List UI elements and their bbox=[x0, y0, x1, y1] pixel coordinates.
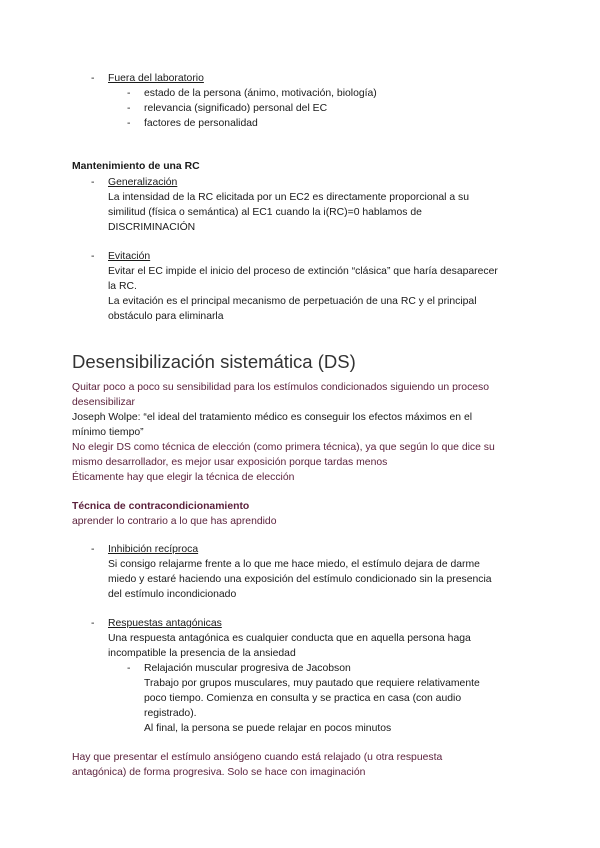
paragraph-line: miedo y estaré haciendo una exposición del estímulo condicionado sin la presencia bbox=[108, 574, 492, 585]
respuestas-title: Respuestas antagónicas bbox=[108, 618, 222, 629]
paragraph-line: Una respuesta antagónica es cualquier conducta que en aquella persona haga bbox=[108, 633, 471, 644]
tecnica-heading: Técnica de contracondicionamiento bbox=[72, 501, 250, 512]
paragraph-line: Quitar poco a poco su sensibilidad para los estímulos condicionados siguiendo un proceso bbox=[72, 382, 490, 393]
paragraph-line: desensibilizar bbox=[72, 397, 135, 408]
paragraph-line: Si consigo relajarme frente a lo que me hace miedo, el estímulo dejara de darme bbox=[108, 559, 480, 570]
bullet-dash: - bbox=[127, 118, 131, 129]
mantenimiento-heading: Mantenimiento de una RC bbox=[72, 161, 200, 172]
paragraph-line: antagónica) de forma progresiva. Solo se hace con imaginación bbox=[72, 767, 366, 778]
bullet-dash: - bbox=[91, 544, 95, 555]
list-item: factores de personalidad bbox=[144, 118, 258, 129]
bullet-dash: - bbox=[127, 88, 131, 99]
paragraph-line: poco tiempo. Comienza en consulta y se practica en casa (con audio bbox=[144, 693, 462, 704]
paragraph-line: Joseph Wolpe: “el ideal del tratamiento médico es conseguir los efectos máximos en el bbox=[72, 412, 473, 423]
paragraph-line: registrado). bbox=[144, 708, 197, 719]
paragraph-line: obstáculo para eliminarla bbox=[108, 311, 224, 322]
bullet-dash: - bbox=[91, 177, 95, 188]
bullet-dash: - bbox=[127, 103, 131, 114]
jacobson-title: Relajación muscular progresiva de Jacobson bbox=[144, 663, 351, 674]
paragraph-line: DISCRIMINACIÓN bbox=[108, 222, 196, 233]
tecnica-subtitle: aprender lo contrario a lo que has aprendido bbox=[72, 516, 277, 527]
list-item: estado de la persona (ánimo, motivación, biología) bbox=[144, 88, 377, 99]
paragraph-line: No elegir DS como técnica de elección (como primera técnica), ya que según lo que dice su bbox=[72, 442, 495, 453]
paragraph-line: del estímulo incondicionado bbox=[108, 589, 237, 600]
paragraph-line: incompatible la presencia de la ansiedad bbox=[108, 648, 296, 659]
inhibicion-title: Inhibición recíproca bbox=[108, 544, 199, 555]
fuera-title: Fuera del laboratorio bbox=[108, 73, 204, 84]
paragraph-line: la RC. bbox=[108, 281, 137, 292]
paragraph-line: mínimo tiempo” bbox=[72, 427, 144, 438]
paragraph-line: Al final, la persona se puede relajar en pocos minutos bbox=[144, 723, 392, 734]
bullet-dash: - bbox=[91, 251, 95, 262]
list-item: relevancia (significado) personal del EC bbox=[144, 103, 328, 114]
paragraph-line: Trabajo por grupos musculares, muy pautado que requiere relativamente bbox=[144, 678, 480, 689]
paragraph-line: La evitación es el principal mecanismo de perpetuación de una RC y el principal bbox=[108, 296, 477, 307]
paragraph-line: La intensidad de la RC elicitada por un EC2 es directamente proporcional a su bbox=[108, 192, 469, 203]
paragraph-line: Éticamente hay que elegir la técnica de elección bbox=[72, 472, 295, 483]
paragraph-line: similitud (física o semántica) al EC1 cuando la i(RC)=0 hablamos de bbox=[108, 207, 422, 218]
evitacion-title: Evitación bbox=[108, 251, 151, 262]
ds-title: Desensibilización sistemática (DS) bbox=[72, 351, 356, 372]
bullet-dash: - bbox=[91, 73, 95, 84]
paragraph-line: Evitar el EC impide el inicio del proceso de extinción “clásica” que haría desaparecer bbox=[108, 266, 498, 277]
paragraph-line: Hay que presentar el estímulo ansiógeno cuando está relajado (u otra respuesta bbox=[72, 752, 443, 763]
paragraph-line: mismo desarrollador, es mejor usar exposición porque tardas menos bbox=[72, 457, 388, 468]
bullet-dash: - bbox=[91, 618, 95, 629]
bullet-dash: - bbox=[127, 663, 131, 674]
generalizacion-title: Generalización bbox=[108, 177, 178, 188]
